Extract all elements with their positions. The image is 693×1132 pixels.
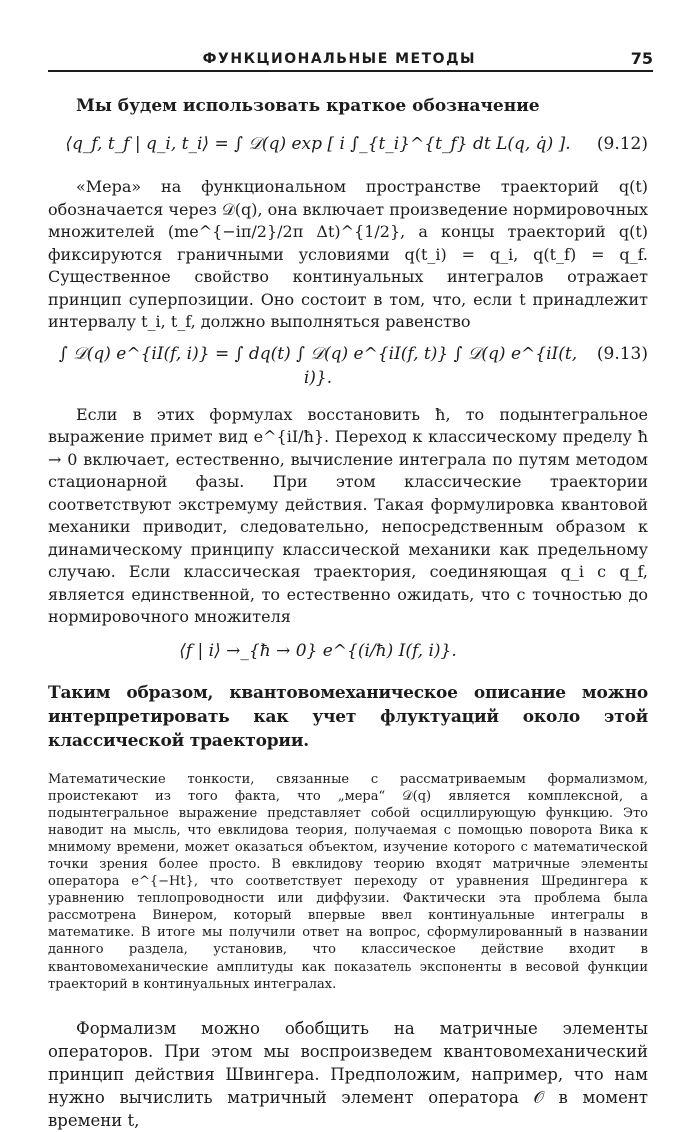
paragraph-classical-limit: Если в этих формулах восстановить ħ, то подынтегральное выражение примет вид e^{iI/ħ}. Переход к классическому пределу ħ → 0 включает, естественно, вычисление интеграла по путям методом стационарной фазы. При этом классические траектории соответствуют экстремуму действия. Такая формулировка квантовой механики приводит, следовательно, непосредственным образом к динамическому принципу классической механики как предельному случаю. Если классическая траектория, соединяющая q_i с q_f, является единственной, то естественно ожидать, что с точностью до нормировочного множителя	[48, 404, 648, 626]
equation-classical-limit	[48, 639, 648, 663]
page-body	[48, 86, 648, 1132]
page-header	[48, 44, 653, 72]
equation-formula: ⟨q_f, t_f | q_i, t_i⟩ = ∫ 𝒟(q) exp [ i ∫_{t_i}^{t_f} dt L(q, q̇) ].	[65, 134, 571, 154]
equation-formula: ∫ 𝒟(q) e^{iI(f, i)} = ∫ dq(t) ∫ 𝒟(q) e^{iI(f, t)} ∫ 𝒟(q) e^{iI(t, i)}.	[58, 343, 578, 388]
paragraph-summary: Таким образом, квантовомеханическое описание можно интерпретировать как учет флуктуаций около этой классической траектории.	[48, 682, 648, 751]
equation-number: (9.13)	[596, 343, 648, 364]
page-number: 75	[630, 49, 653, 68]
equation-formula: ⟨f | i⟩ →_{ħ → 0} e^{(i/ħ) I(f, i)}.	[179, 640, 457, 661]
equation-9-13	[48, 342, 648, 390]
equation-9-12	[48, 132, 648, 156]
paragraph-measure: «Мера» на функциональном пространстве траекторий q(t) обозначается через 𝒟(q), она включает произведение нормировочных множителей (me^{−iπ/2}/2π Δt)^{1/2}, а концы траекторий q(t) фиксируются граничными условиями q(t_i) = q_i, q(t_f) = q_f. Существенное свойство континуальных интегралов отражает принцип суперпозиции. Оно состоит в том, что, если t принадлежит интервалу t_i, t_f, должно выполняться равенство	[48, 177, 648, 331]
paragraph-note: Математические тонкости, связанные с рассматриваемым формализмом, проистекают из того факта, что „мера“ 𝒟(q) является комплексной, а подынтегральное выражение представляет собой осциллирующую функцию. Это наводит на мысль, что евклидова теория, получаемая с помощью поворота Вика к мнимому времени, может оказаться объектом, изучение которого с математической точки зрения более просто. В евклидову теорию входят матричные элементы оператора e^{−Ht}, что соответствует переходу от уравнения Шредингера к уравнению теплопроводности или диффузии. Фактически эта проблема была рассмотрена Винером, который впервые ввел континуальные интегралы в математике. В итоге мы получили ответ на вопрос, сформулированный в названии данного раздела, установив, что классическое действие входит в квантовомеханические амплитуды как показатель экспоненты в весовой функции траекторий в континуальных интегралах.	[48, 771, 648, 992]
equation-number: (9.12)	[596, 134, 648, 154]
intro-sentence: Мы будем использовать краткое обозначение	[76, 96, 540, 116]
running-title: ФУНКЦИОНАЛЬНЫЕ МЕТОДЫ	[202, 51, 477, 67]
paragraph-generalization: Формализм можно обобщить на матричные элементы операторов. При этом мы воспроизведем квантовомеханический принцип действия Швингера. Предположим, например, что нам нужно вычислить матричный элемент оператора 𝒪 в момент времени t,	[48, 1018, 648, 1130]
